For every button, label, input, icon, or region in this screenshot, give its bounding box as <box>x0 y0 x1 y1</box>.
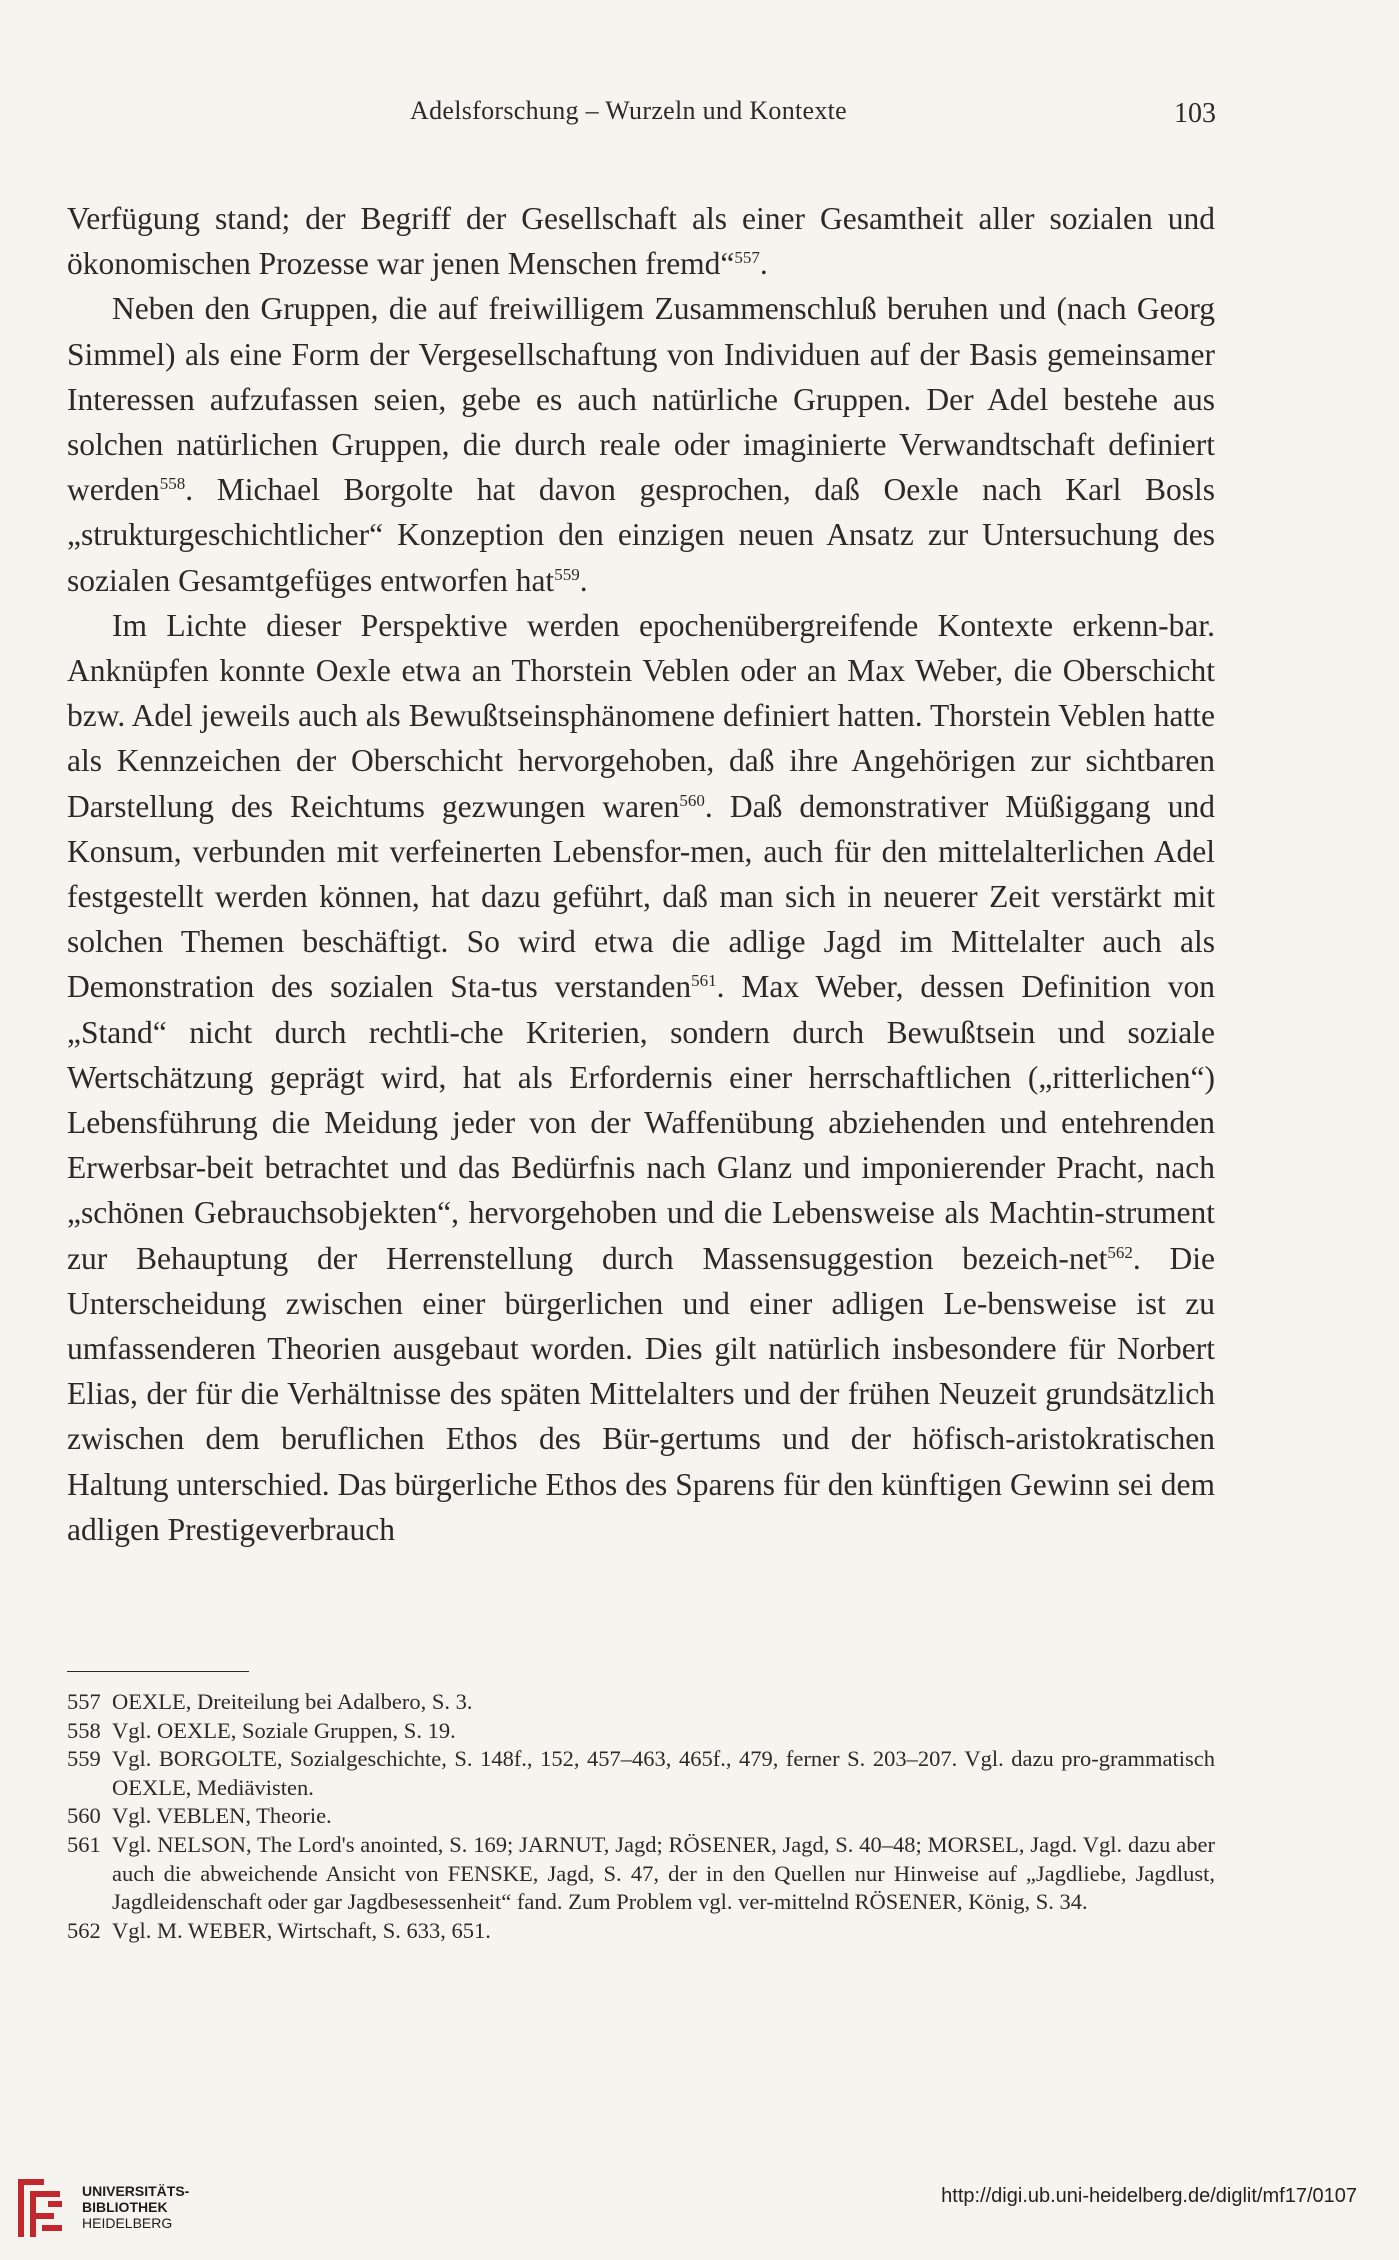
footnote-reference: 560 <box>679 790 705 810</box>
body-text <box>67 196 1215 1552</box>
footnote <box>67 1831 1215 1917</box>
footnote-reference: 562 <box>1107 1242 1133 1262</box>
footnote-number: 561 <box>67 1831 101 1857</box>
footnote <box>67 1688 1215 1717</box>
footnote-text: Vgl. BORGOLTE, Sozialgeschichte, S. 148f., 152, 457–463, 465f., 479, ferner S. 203–207. Vgl. dazu pro-grammatisch OEXLE, Mediävisten. <box>112 1746 1215 1800</box>
running-title: Adelsforschung – Wurzeln und Kontexte <box>410 96 848 125</box>
page-number: 103 <box>1174 98 1216 129</box>
paragraph-text: . <box>759 246 768 282</box>
footnote <box>67 1917 1215 1946</box>
paragraph-text: . <box>579 562 588 598</box>
footnote-reference: 561 <box>691 971 717 991</box>
footnote-reference: 558 <box>159 474 186 494</box>
body-paragraph <box>67 196 1215 286</box>
footnote-number: 557 <box>67 1689 101 1714</box>
library-name-line1: UNIVERSITÄTS- <box>82 2183 190 2199</box>
body-paragraph <box>67 603 1215 1552</box>
footnote-number: 558 <box>67 1717 101 1743</box>
paragraph-text: . Daß demonstrativer Müßiggang und Konsum, verbunden mit verfeinerten Lebensfor-men, auch für den mittelalterlichen Adel festgestellt werden können, hat dazu geführt, daß man sich in neuerer Zeit verstärkt mit solchen Themen beschäftigt. So wird etwa die adlige Jagd im Mittelalter auch als Demonstration des sozialen Sta-tus verstanden <box>67 788 1215 1005</box>
paragraph-text: Im Lichte dieser Perspektive werden epochenübergreifende Kontexte erkenn-bar. Anknüpfen konnte Oexle etwa an Thorstein Veblen oder an Max Weber, die Oberschicht bzw. Adel jeweils auch als Bewußtseinsphänomene definiert hatten. Thorstein Veblen hatte als Kennzeichen der Oberschicht hervorgehoben, daß ihre Angehörigen zur sichtbaren Darstellung des Reichtums gezwungen waren <box>67 607 1215 824</box>
paragraph-text: Verfügung stand; der Begriff der Gesellschaft als einer Gesamtheit aller sozialen und ökonomischen Prozesse war jenen Menschen fremd“ <box>67 201 1215 282</box>
footnote-number: 562 <box>67 1917 101 1943</box>
paragraph-text: . Michael Borgolte hat davon gesprochen, daß Oexle nach Karl Bosls „strukturgeschichtlicher“ Konzeption den einzigen neuen Ansatz zur Untersuchung des sozialen Gesamtgefüges entworfen hat <box>67 472 1215 598</box>
footnote-number: 560 <box>67 1803 101 1829</box>
footnote-reference: 557 <box>734 248 760 268</box>
footnote-text: Vgl. NELSON, The Lord's anointed, S. 169; JARNUT, Jagd; RÖSENER, Jagd, S. 40–48; MORSEL, Jagd. Vgl. dazu aber auch die abweichende Ansicht von FENSKE, Jagd, S. 47, der in den Quellen nur Hinweise auf „Jagdliebe, Jagdlust, Jagdleidenschaft oder gar Jagdbesessenheit“ fand. Zum Problem vgl. ver-mittelnd RÖSENER, König, S. 34. <box>112 1831 1215 1915</box>
library-name-line2: BIBLIOTHEK <box>82 2199 168 2215</box>
ub-heidelberg-logo-icon <box>14 2173 66 2243</box>
paragraph-text: Neben den Gruppen, die auf freiwilligem Zusammenschluß beruhen und (nach Georg Simmel) als eine Form der Vergesellschaftung von Individuen auf der Basis gemeinsamer Interessen aufzufassen seien, gebe es auch natürliche Gruppen. Der Adel bestehe aus solchen natürlichen Gruppen, die durch reale oder imaginierte Verwandtschaft definiert werden <box>67 291 1215 508</box>
paragraph-text: . Max Weber, dessen Definition von „Stand“ nicht durch rechtli-che Kriterien, sondern durch Bewußtsein und soziale Wertschätzung geprägt wird, hat als Erfordernis einer herrschaftlichen („ritterlichen“) Lebensführung die Meidung jeder von der Waffenübung abziehenden und entehrenden Erwerbsar-beit betrachtet und das Bedürfnis nach Glanz und imponierender Pracht, nach „schönen Gebrauchsobjekten“, hervorgehoben und die Lebensweise als Machtin-strument zur Behauptung der Herrenstellung durch Massensuggestion bezeich-net <box>67 969 1215 1276</box>
footnote-text: Vgl. VEBLEN, Theorie. <box>112 1803 332 1829</box>
footnote-text: Vgl. OEXLE, Soziale Gruppen, S. 19. <box>112 1717 456 1743</box>
footnote-separator <box>67 1671 249 1672</box>
paragraph-text: . Die Unterscheidung zwischen einer bürgerlichen und einer adligen Le-bensweise ist zu umfassenderen Theorien ausgebaut worden. Dies gilt natürlich insbesondere für Norbert Elias, der für die Verhältnisse des späten Mittelalters und der frühen Neuzeit grundsätzlich zwischen dem beruflichen Ethos des Bür-gertums und der höfisch-aristokratischen Haltung unterschied. Das bürgerliche Ethos des Sparens für den künftigen Gewinn sei dem adligen Prestigeverbrauch <box>67 1240 1215 1547</box>
footnote-number: 559 <box>67 1746 101 1772</box>
body-paragraph <box>67 286 1215 602</box>
footnote-reference: 559 <box>554 564 580 584</box>
footnote-text: Vgl. M. WEBER, Wirtschaft, S. 633, 651. <box>112 1917 491 1943</box>
footnote-text: OEXLE, Dreiteilung bei Adalbero, S. 3. <box>112 1689 473 1714</box>
footer <box>0 2155 1399 2260</box>
library-name <box>82 2183 189 2231</box>
footnote <box>67 1745 1215 1802</box>
footnote <box>67 1717 1215 1746</box>
source-url-link[interactable]: http://digi.ub.uni-heidelberg.de/diglit/mf17/0107 <box>941 2185 1357 2207</box>
library-name-line3: HEIDELBERG <box>82 2215 173 2231</box>
footnotes <box>67 1688 1215 1945</box>
footnote <box>67 1802 1215 1831</box>
